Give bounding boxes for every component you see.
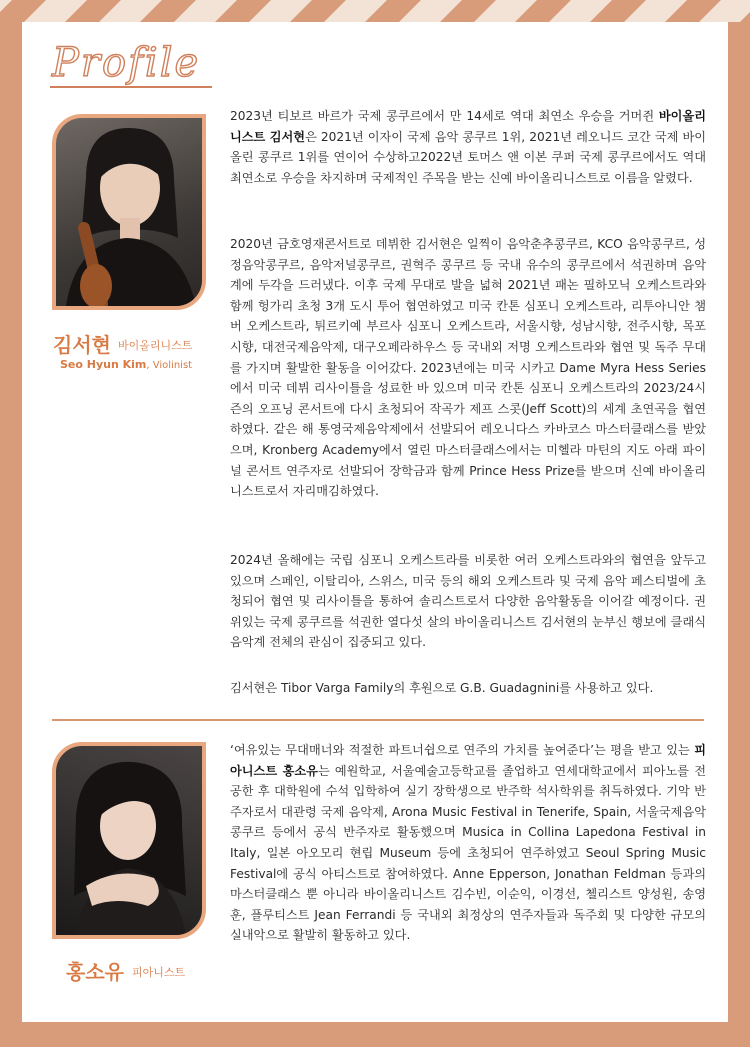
kim-bio-paragraph-2: 2020년 금호영재콘서트로 데뷔한 김서현은 일찍이 음악춘추콩쿠르, KCO 음악콩쿠르, 성정음악콩쿠르, 음악저널콩쿠르, 권혁주 콩쿠르 등 국내 유수의 콩쿠르에서 석권하며 음악계에 두각을 드러냈다. 이후 국제 무대로 발을 넓혀 2021년 패논 필하모닉 오케스트라와 함께 헝가리 초청 3개 도시 투어 협연하였고 미국 칸톤 심포니 오케스트라, 리투아니안 챔버 오케스트라, 튀르키예 부르사 심포니 오케스트라, 서울시향, 성남시향, 전주시향, 목포시향, 대전국제음악제, 대구오페라하우스 등 국내외 저명 오케스트라와 협연 및 독주 무대를 가지며 활발한 활동을 이어갔다. 2023년에는 미국 시카고 Dame Myra Hess Series에서 미국 데뷔 리사이틀을 성료한 바 있으며 미국 칸톤 심포니 오케스트라의 2023/24시즌의 오프닝 콘서트에 다시 초청되어 작곡가 제프 스콧(Jeff Scott)의 세계 초연곡을 협연하였다. 같은 해 통영국제음악제에서 선발되어 레오니다스 카바코스 마스터클래스를 받았으며, Kronberg Academy에서 열린 마스터클래스에서는 미헬라 마틴의 지도 아래 파이널 콘서트 연주자로 선발되어 장학금과 함께 Prince Hess Prize를 받으며 신예 바이올리니스트로서 자리매김하였다. [230, 237, 706, 499]
kim-bio-paragraph-3: 2024년 올해에는 국립 심포니 오케스트라를 비롯한 여러 오케스트라와의 협연을 앞두고 있으며 스페인, 이탈리아, 스위스, 미국 등의 해외 오케스트라 및 국제 음악 페스티벌에 초청되어 협연 및 리사이틀을 통하여 솔리스트로서 다양한 음악활동을 이어갈 예정이다. 권위있는 국제 콩쿠르를 석권한 열다섯 살의 바이올리니스트 김서현의 눈부신 행보에 클래식 음악계 전체의 관심이 집중되고 있다. [230, 553, 706, 650]
kim-photo [52, 114, 206, 310]
kim-role-ko: 바이올리니스트 [118, 339, 193, 352]
top-stripe-band [0, 0, 750, 22]
hong-photo [52, 742, 206, 939]
hong-bio-paragraph: ‘여유있는 무대매너와 적절한 파트너쉽으로 연주의 가치를 높여준다’는 평을 받고 있는 피아니스트 홍소유는 예원학교, 서울예술고등학교를 졸업하고 연세대학교에서 피아노를 전공한 후 대학원에 수석 입학하여 실기 장학생으로 반주학 석사학위를 취득하였다. 기악 반주자로서 대관령 국제 음악제, Arona Music Festival in Tenerife, Spain, 서울국제음악콩쿠르 등에서 공식 반주자로 활동했으며 Musica in Collina Lapedona Festival in Italy, 일본 아오모리 현립 Museum 등에 초청되어 연주하였고 Seoul Spring Music Festival에 공식 아티스트로 참여하였다. Anne Epperson, Jonathan Feldman 등과의 마스터클래스 뿐 아니라 바이올리니스트 김수빈, 이순익, 이경선, 첼리스트 양성원, 송영훈, 플루티스트 Jean Ferrandi 등 국내외 최정상의 연주자들과 독주회 및 다양한 규모의 실내악으로 활발히 활동하고 있다. [230, 743, 707, 943]
hong-role-ko: 피아니스트 [132, 966, 186, 979]
kim-name-en: Seo Hyun Kim, Violinist [60, 358, 193, 371]
kim-name-ko: 김서현 [53, 333, 111, 357]
section-divider [52, 719, 704, 721]
hong-name-ko: 홍소유 [66, 960, 124, 984]
page-title: Profile [52, 40, 201, 86]
profile-panel [22, 22, 728, 1022]
kim-bio-paragraph-4: 김서현은 Tibor Varga Family의 후원으로 G.B. Guadagnini를 사용하고 있다. [230, 681, 654, 695]
title-underline [50, 86, 212, 88]
kim-bio-paragraph-1: 2023년 티보르 바르가 국제 콩쿠르에서 만 14세로 역대 최연소 우승을 거머쥔 바이올리니스트 김서현은 2021년 이자이 국제 음악 콩쿠르 1위, 2021년 레오니드 코간 국제 바이올린 콩쿠르 1위를 연이어 수상하고2022년 토머스 앤 이본 쿠퍼 국제 콩쿠르에서도 역대 최연소로 우승을 차지하며 국제적인 주목을 받는 신예 바이올리니스트로 이름을 알렸다. [230, 109, 706, 185]
